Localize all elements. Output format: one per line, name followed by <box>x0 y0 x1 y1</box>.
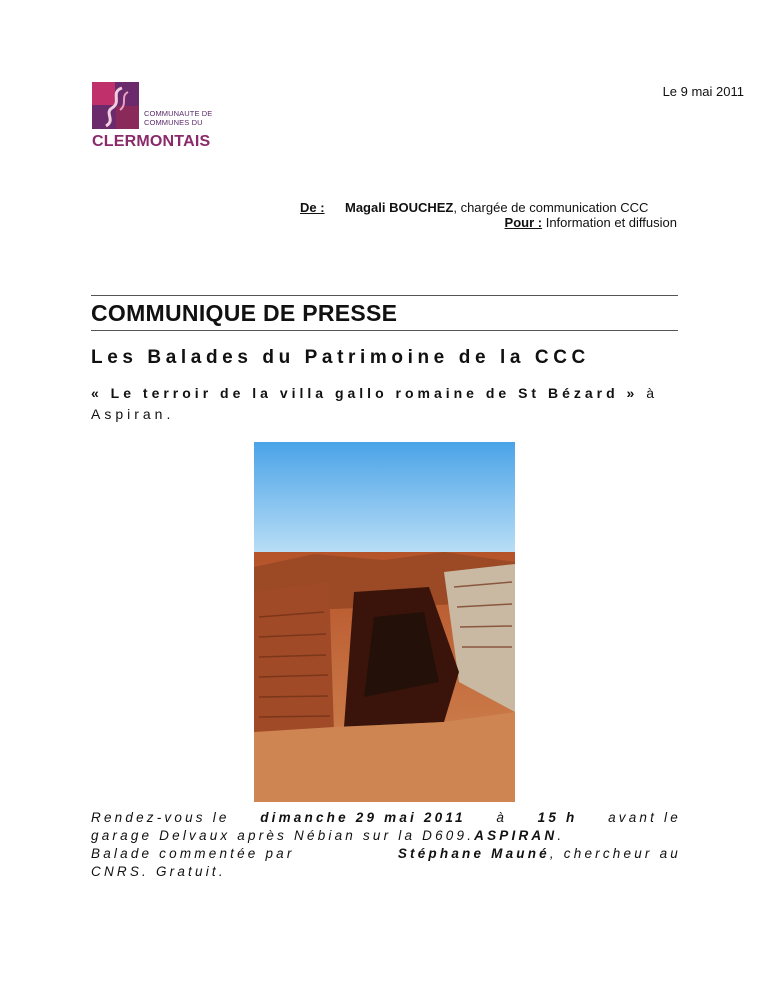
details-line-4: CNRS. Gratuit. <box>91 864 226 879</box>
ccc-logo-icon <box>92 82 139 129</box>
title-bottom-rule <box>91 330 678 331</box>
sender-for <box>505 215 677 230</box>
event-time: 15 h <box>537 810 578 825</box>
details-line-3: Balade commentée par Stéphane Mauné, chercheur au <box>91 846 681 861</box>
title-top-rule <box>91 295 678 296</box>
from-value: Magali BOUCHEZ, chargée de communication CCC <box>345 200 649 215</box>
event-title: « Le terroir de la villa gallo romaine de St Bézard » à Aspiran. <box>91 385 659 422</box>
page-title: COMMUNIQUE DE PRESSE <box>91 300 398 326</box>
event-details <box>91 809 681 881</box>
logo-subtitle: COMMUNAUTE DE COMMUNES DU <box>144 109 213 127</box>
excavation-photo <box>254 442 515 802</box>
guide-name: Stéphane Mauné <box>397 846 550 861</box>
event-date: dimanche 29 mai 2011 <box>260 810 466 825</box>
subtitle: Les Balades du Patrimoine de la CCC <box>91 347 590 368</box>
details-line-1: Rendez-vous le dimanche 29 mai 2011 à 15 h avant le <box>91 810 681 825</box>
from-label: De : <box>300 200 325 215</box>
event-quote: « Le terroir de la villa gallo romaine de St Bézard » <box>91 385 639 401</box>
sender-from <box>300 200 649 215</box>
clermontais-logo <box>92 82 222 152</box>
details-line-2: garage Delvaux après Nébian sur la D609. ASPIRAN . <box>91 828 565 843</box>
logo-name: CLERMONTAIS <box>92 133 211 150</box>
event-town: ASPIRAN <box>474 828 558 843</box>
for-value: Information et diffusion <box>542 215 677 230</box>
event-location: Aspiran. <box>91 406 175 422</box>
document-date: Le 9 mai 2011 <box>662 84 744 99</box>
for-label: Pour : <box>504 215 543 230</box>
